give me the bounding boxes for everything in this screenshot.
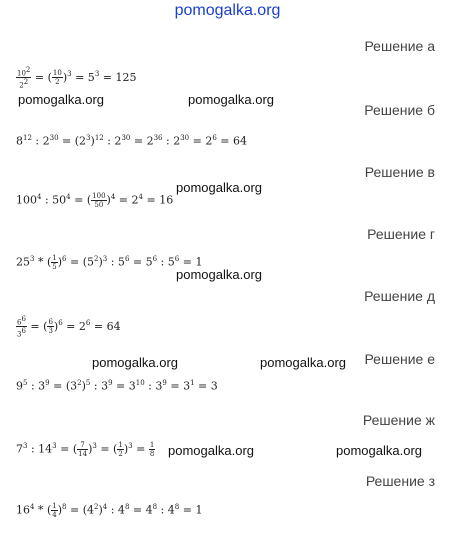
- solution-expr-g: $25^3$ * ( $\frac{1}{5}$ )$^6 = (5^2)^3$ : $5^6 = 5^6$ : $5^6 = 1$: [16, 254, 203, 271]
- watermark: pomogalka.org: [176, 267, 262, 282]
- solution-label-b: Решение б: [364, 102, 435, 118]
- solution-expr-a: $\frac{10^2}{2^2}$ = ( $\frac{10}{2}$ )$^3 = 5^3 = 125$: [17, 66, 137, 90]
- site-header-link[interactable]: pomogalka.org: [174, 2, 281, 19]
- watermark: pomogalka.org: [336, 443, 422, 458]
- solution-expr-e: $9^5$ : $3^9 = (3^2)^5$ : $3^9 = 3^{10}$ : $3^9 = 3^1 = 3$: [16, 379, 218, 393]
- solution-label-zh: Решение ж: [362, 412, 435, 428]
- solution-expr-b: $8^{12}$ : $2^{30} = (2^3)^{12}$ : $2^{30} = 2^{36}$ : $2^{30} = 2^6 = 64$: [16, 134, 248, 148]
- watermark: pomogalka.org: [176, 180, 262, 195]
- solution-label-e: Решение е: [364, 351, 435, 367]
- watermark: pomogalka.org: [168, 443, 254, 458]
- watermark: pomogalka.org: [92, 355, 178, 370]
- watermark: pomogalka.org: [18, 92, 104, 107]
- solution-expr-z: $16^4$ * ( $\frac{1}{4}$ )$^8 = (4^2)^4$ : $4^8 = 4^8$ : $4^8 = 1$: [16, 502, 203, 519]
- solution-label-v: Решение в: [364, 164, 435, 180]
- solution-expr-d: $\frac{6^6}{3^6}$ = ( $\frac{6}{3}$ )$^6 = 2^6 = 64$: [17, 315, 121, 339]
- solution-expr-zh: $7^3$ : $14^3$ = ( $\frac{7}{14}$ )$^3$ = ( $\frac{1}{2}$ )$^3$ = $\frac{1}{8}$: [16, 441, 155, 458]
- solution-label-g: Решение г: [367, 226, 435, 242]
- solution-expr-v: $100^4$ : $50^4$ = ( $\frac{100}{50}$ )$^4 = 2^4 = 16$: [16, 192, 174, 209]
- watermark: pomogalka.org: [260, 355, 346, 370]
- solution-label-a: Решение а: [364, 38, 435, 54]
- solution-label-z: Решение з: [365, 473, 435, 489]
- watermark: pomogalka.org: [188, 92, 274, 107]
- solution-label-d: Решение д: [364, 288, 435, 304]
